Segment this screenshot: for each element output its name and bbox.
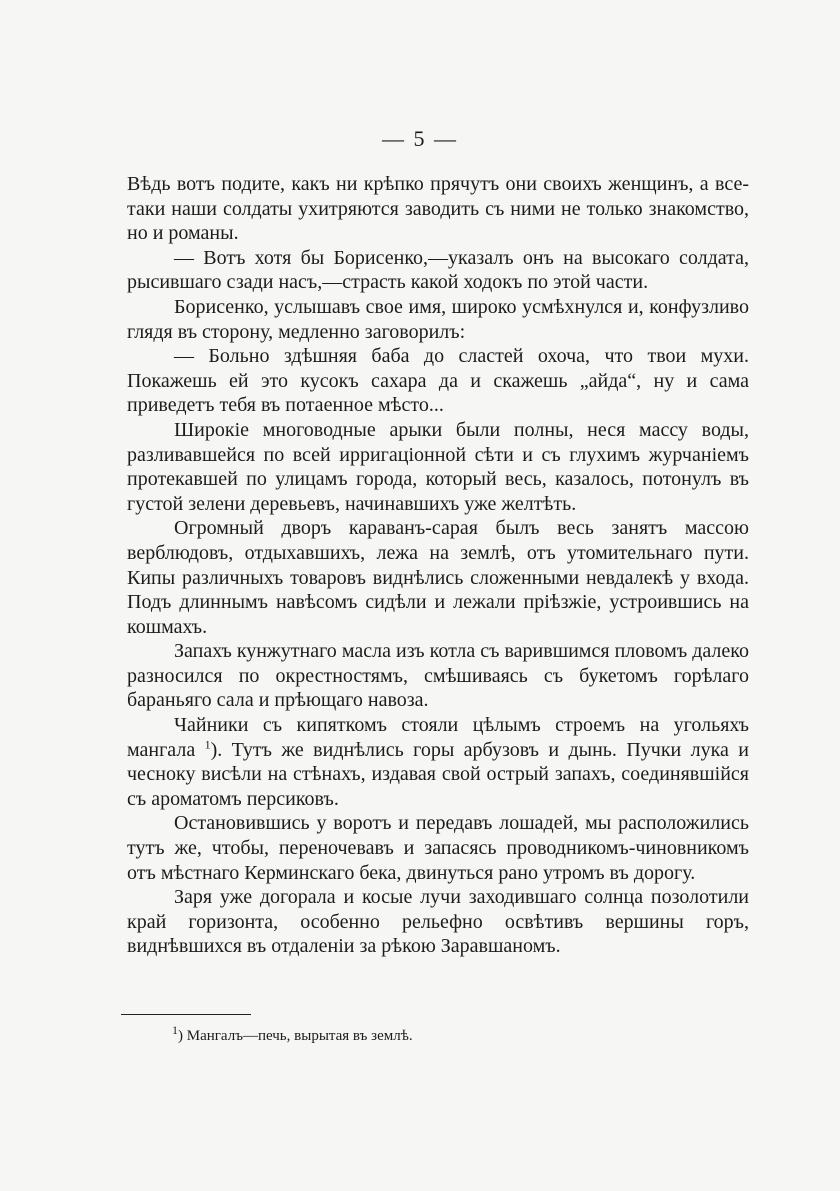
page-number: — 5 — bbox=[382, 126, 458, 151]
footnote-divider bbox=[121, 1014, 251, 1015]
paragraph-10: Заря уже догорала и косые лучи заходившаго солнца позолотили край горизонта, особенно рельефно освѣтивъ вершины горъ, виднѣвшихся въ отдаленіи за рѣкою Заравшаномъ. bbox=[127, 886, 749, 958]
paragraph-9: Остановившись у воротъ и передавъ лошадей, мы расположились тутъ же, чтобы, переночевавъ и запасясь проводникомъ-чиновникомъ отъ мѣстнаго Керминскаго бека, двинуться рано утромъ въ дорогу. bbox=[127, 812, 749, 884]
paragraph-3: Борисенко, услышавъ свое имя, широко усмѣхнулся и, конфузливо глядя въ сторону, медленно заговорилъ: bbox=[127, 295, 749, 343]
paragraph-8-text-start: Чайники съ кипяткомъ стояли цѣлымъ строемъ на угольяхъ мангала bbox=[127, 714, 749, 761]
footnote-text: Мангалъ—печь, вырытая въ землѣ. bbox=[183, 1028, 413, 1044]
footnote bbox=[172, 1023, 413, 1045]
paragraph-5: Широкіе многоводные арыки были полны, неся массу воды, разливавшейся по всей ирригаціонной сѣти и съ глухимъ журчаніемъ протекавшей по улицамъ города, который весь, казалось, потонулъ въ густой зелени деревьевъ, начинавшихъ уже желтѣть. bbox=[127, 418, 749, 515]
paragraph-2: — Вотъ хотя бы Борисенко,—указалъ онъ на высокаго солдата, рысившаго сзади насъ,—страсть какой ходокъ по этой части. bbox=[127, 246, 749, 294]
body-text bbox=[127, 172, 749, 959]
paragraph-8-text-end: ). Тутъ же виднѣлись горы арбузовъ и дынь. Пучки лука и чесноку висѣли на стѣнахъ, издавая свой острый запахъ, соединявшійся съ ароматомъ персиковъ. bbox=[127, 738, 749, 810]
footnote-marker: 1 bbox=[172, 1023, 178, 1037]
paragraph-8 bbox=[127, 713, 749, 811]
footnote-reference: 1 bbox=[204, 737, 211, 751]
paragraph-7: Запахъ кунжутнаго масла изъ котла съ варившимся пловомъ далеко разносился по окрестностямъ, смѣшиваясь съ букетомъ горѣлаго бараньяго сала и прѣющаго навоза. bbox=[127, 640, 749, 712]
footnote-marker-paren: ) bbox=[178, 1028, 183, 1044]
paragraph-4: — Больно здѣшняя баба до сластей охоча, что твои мухи. Покажешь ей это кусокъ сахара да и скажешь „айда“, ну и сама приведетъ тебя въ потаенное мѣсто... bbox=[127, 345, 749, 417]
paragraph-1: Вѣдь вотъ подите, какъ ни крѣпко прячутъ они своихъ женщинъ, а все-таки наши солдаты ухитряются заводить съ ними не только знакомство, но и романы. bbox=[127, 173, 749, 245]
paragraph-6: Огромный дворъ караванъ-сарая былъ весь занятъ массою верблюдовъ, отдыхавшихъ, лежа на землѣ, отъ утомительнаго пути. Кипы различныхъ товаровъ виднѣлись сложенными невдалекѣ у входа. Подъ длиннымъ навѣсомъ сидѣли и лежали пріѣзжіе, устроившись на кошмахъ. bbox=[127, 517, 749, 638]
